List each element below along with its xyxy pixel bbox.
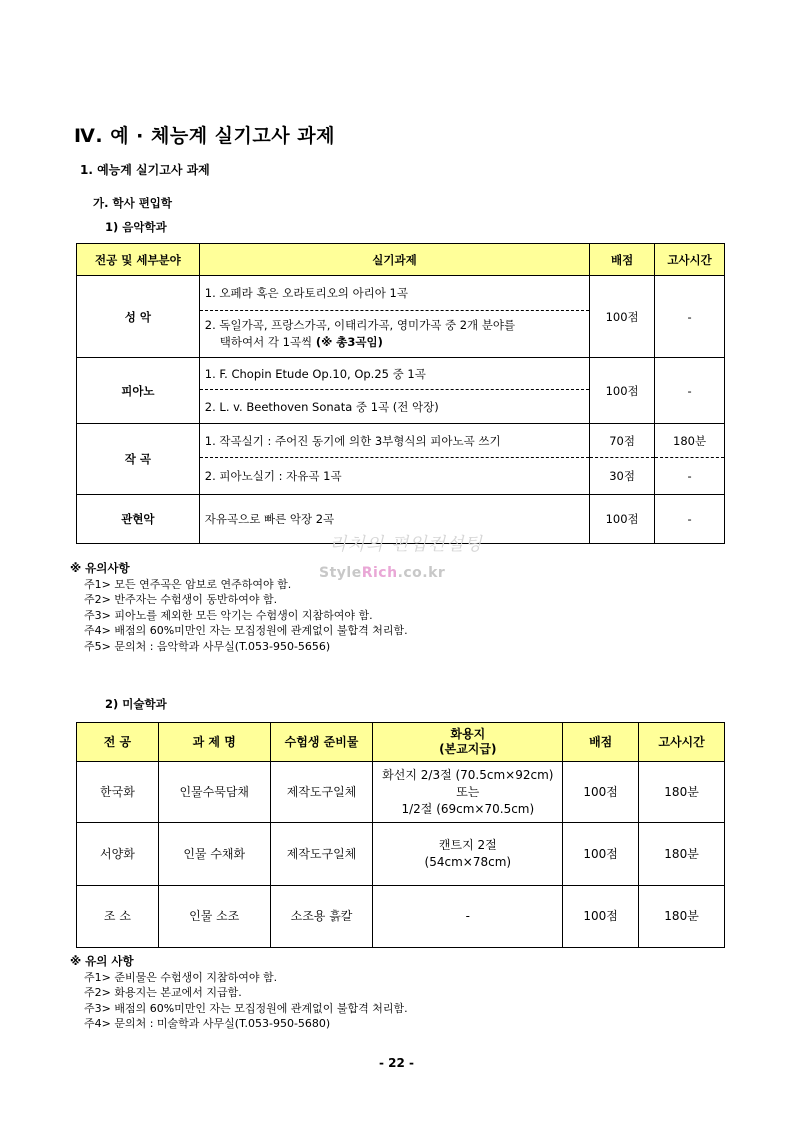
prep-cell: 제작도구일체: [270, 823, 373, 886]
music-dept-title: 1) 음악학과: [105, 220, 167, 234]
header-score: 배점: [563, 723, 639, 762]
table-row: [77, 276, 725, 311]
table-row: [77, 886, 725, 948]
table-row: [77, 424, 725, 458]
watermark-brand-c: .co.kr: [397, 565, 446, 581]
note-line: 주2> 반주자는 수험생이 동반하여야 함.: [84, 593, 278, 606]
score-cell: 70점: [590, 424, 655, 458]
watermark-brand-a: Style: [319, 565, 362, 581]
table-row: [77, 762, 725, 823]
time-cell: 180분: [655, 424, 725, 458]
art-dept-title: 2) 미술학과: [105, 697, 167, 711]
major-cell: 한국화: [77, 762, 159, 823]
header-score: 배점: [590, 244, 655, 276]
task-line: [205, 334, 589, 351]
music-notes: [70, 561, 730, 654]
page-number: - 22 -: [378, 1056, 414, 1070]
header-paper-line: (본교지급): [439, 742, 497, 756]
note-line: 주4> 배점의 60%미만인 자는 모집정원에 관계없이 불합격 처리함.: [84, 624, 408, 637]
paper-cell: [373, 823, 563, 886]
header-prep: 수험생 준비물: [270, 723, 373, 762]
score-cell: 100점: [590, 276, 655, 358]
note-line: 주4> 문의처 : 미술학과 사무실(T.053-950-5680): [84, 1017, 331, 1030]
paper-cell: -: [373, 886, 563, 948]
subsection-title: 가. 학사 편입학: [93, 196, 173, 210]
task-cell: 1. 오페라 혹은 오라토리오의 아리아 1곡: [199, 276, 589, 311]
note-line: 주1> 모든 연주곡은 암보로 연주하여야 함.: [84, 577, 292, 591]
header-task: 과 제 명: [158, 723, 270, 762]
score-cell: 100점: [563, 762, 639, 823]
watermark-brand-b: Rich: [361, 565, 398, 581]
score-cell: 100점: [590, 495, 655, 544]
art-header-row: [77, 723, 725, 762]
header-time: 고사시간: [655, 244, 725, 276]
art-table: [76, 722, 725, 948]
prep-cell: 소조용 흙칼: [270, 886, 373, 948]
task-cell: 인물 소조: [158, 886, 270, 948]
music-table: [76, 243, 725, 544]
subject-cell: 성 악: [77, 276, 200, 358]
art-notes: [70, 954, 730, 1032]
table-row: [77, 358, 725, 390]
time-cell: 180분: [639, 886, 725, 948]
task-text: 택하여서 각 1곡씩: [219, 335, 313, 349]
task-cell: [199, 311, 589, 358]
paper-line: 화선지 2/3절 (70.5cm×92cm): [382, 767, 554, 782]
page-heading: Ⅳ. 예 · 체능계 실기고사 과제: [74, 125, 335, 147]
music-header-row: [77, 244, 725, 276]
note-line: 주1> 준비물은 수험생이 지참하여야 함.: [84, 970, 278, 984]
task-cell: 2. L. v. Beethoven Sonata 중 1곡 (전 악장): [199, 390, 589, 424]
time-cell: -: [655, 458, 725, 495]
subject-cell: 피아노: [77, 358, 200, 424]
score-cell: 100점: [563, 823, 639, 886]
subject-cell: 작 곡: [77, 424, 200, 495]
subject-cell: 관현악: [77, 495, 200, 544]
time-cell: -: [655, 276, 725, 358]
paper-line: 1/2절 (69cm×70.5cm): [401, 801, 535, 816]
task-cell: 인물 수채화: [158, 823, 270, 886]
time-cell: -: [655, 358, 725, 424]
paper-line: 캔트지 2절: [438, 838, 497, 852]
table-row: [77, 823, 725, 886]
task-cell: 1. 작곡실기 : 주어진 동기에 의한 3부형식의 피아노곡 쓰기: [199, 424, 589, 458]
score-cell: 100점: [590, 358, 655, 424]
task-cell: 1. F. Chopin Etude Op.10, Op.25 중 1곡: [199, 358, 589, 390]
task-note: (※ 총3곡임): [315, 335, 383, 349]
note-line: 주3> 배점의 60%미만인 자는 모집정원에 관계없이 불합격 처리함.: [84, 1001, 408, 1015]
score-cell: 30점: [590, 458, 655, 495]
header-time: 고사시간: [639, 723, 725, 762]
score-cell: 100점: [563, 886, 639, 948]
note-line: 주3> 피아노를 제외한 모든 악기는 수험생이 지참하여야 함.: [84, 608, 373, 622]
task-cell: 인물수묵담채: [158, 762, 270, 823]
major-cell: 서양화: [77, 823, 159, 886]
section-title: 1. 예능계 실기고사 과제: [80, 163, 210, 177]
watermark-text: 리치의 편입컨설팅: [329, 534, 483, 555]
major-cell: 조 소: [77, 886, 159, 948]
task-cell: 자유곡으로 빠른 악장 2곡: [199, 495, 589, 544]
header-major: 전 공: [77, 723, 159, 762]
header-paper-line: 화용지: [450, 727, 486, 741]
time-cell: -: [655, 495, 725, 544]
note-line: 주2> 화용지는 본교에서 지급함.: [84, 986, 242, 999]
paper-cell: [373, 762, 563, 823]
header-paper: [373, 723, 563, 762]
prep-cell: 제작도구일체: [270, 762, 373, 823]
paper-line: 또는: [456, 784, 480, 799]
paper-line: (54cm×78cm): [424, 855, 512, 869]
header-task: 실기과제: [199, 244, 589, 276]
time-cell: 180분: [639, 762, 725, 823]
header-major: 전공 및 세부분야: [77, 244, 200, 276]
note-line: 주5> 문의처 : 음악학과 사무실(T.053-950-5656): [84, 639, 331, 653]
task-line: 2. 독일가곡, 프랑스가곡, 이태리가곡, 영미가곡 중 2개 분야를: [204, 318, 516, 332]
notes-title: ※ 유의사항: [70, 561, 130, 575]
task-cell: 2. 피아노실기 : 자유곡 1곡: [199, 458, 589, 495]
notes-title: ※ 유의 사항: [70, 954, 134, 968]
time-cell: 180분: [639, 823, 725, 886]
